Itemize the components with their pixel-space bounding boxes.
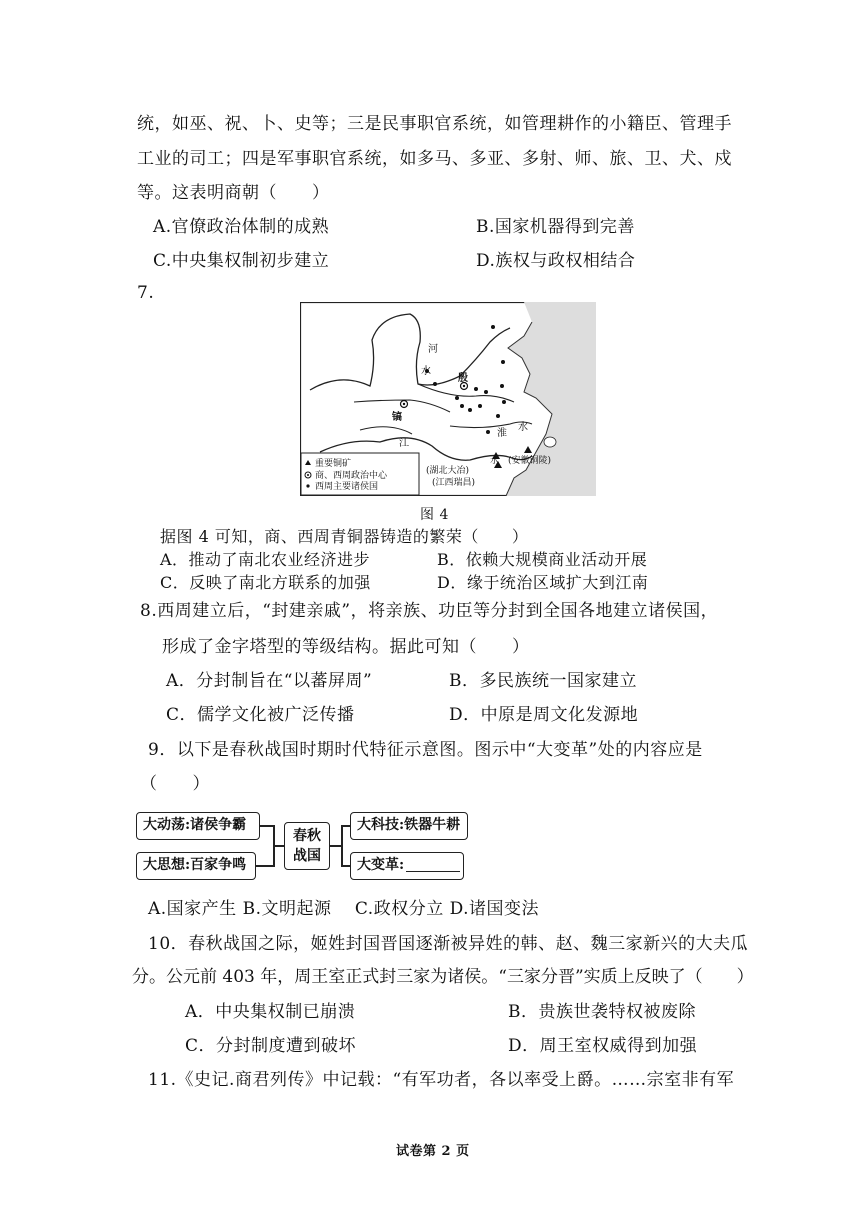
q6-option-c: C.中央集权制初步建立 (153, 251, 330, 271)
connector (260, 825, 274, 827)
q7-stem: 据图 4 可知，商、西周青铜器铸造的繁荣（ ） (160, 527, 529, 546)
q8-option-a: A．分封制旨在“以蕃屏周” (166, 671, 373, 691)
q9-line2: （ ） (140, 774, 210, 794)
reform-label: 大变革: (357, 857, 405, 873)
label-hao: 镐 (392, 412, 402, 423)
label-jiangxi-ruichang: (江西瑞昌) (432, 478, 476, 488)
diagram-box-center (284, 822, 330, 870)
q9-options: A.国家产生 B.文明起源 C.政权分立 D.诸国变法 (148, 899, 540, 919)
diagram-box-reform (350, 852, 464, 880)
page-footer: 试卷第 2 页 (396, 1144, 470, 1159)
label-shui-1: 水 (421, 366, 431, 377)
legend-state-icon (306, 484, 309, 487)
q7-number: 7. (137, 283, 155, 303)
lake-shape (544, 437, 556, 447)
q10-option-a: A．中央集权制已崩溃 (185, 1002, 356, 1022)
legend-item-center: 商、西周政治中心 (315, 471, 388, 481)
q10-option-d: D．周王室权威得到加强 (508, 1036, 698, 1056)
label-yin: 殷 (458, 373, 468, 384)
q8-line2: 形成了金字塔型的等级结构。据此可知（ ） (162, 637, 530, 657)
bronze-map-figure (300, 302, 596, 496)
label-jiang: 江 (399, 438, 409, 449)
label-anhui-tongling: (安徽铜陵) (508, 456, 552, 466)
label-shui-2: 水 (518, 422, 528, 433)
diagram-box-turmoil: 大动荡:诸侯争霸 (136, 812, 260, 840)
q6-line1: 统，如巫、祝、卜、史等；三是民事职官系统，如管理耕作的小籍臣、管理手 (137, 114, 732, 134)
legend-item-state: 西周主要诸侯国 (315, 482, 379, 492)
label-shui-3: 水 (490, 456, 500, 466)
q6-option-a: A.官僚政治体制的成熟 (153, 217, 330, 237)
reform-blank (406, 856, 460, 872)
diagram-box-thought: 大思想:百家争鸣 (136, 852, 256, 880)
center-label-chunqiu: 春秋 (293, 828, 321, 844)
q7-option-c: C．反映了南北方联系的加强 (160, 573, 371, 592)
label-huai: 淮 (497, 428, 507, 439)
q8-option-c: C．儒学文化被广泛传播 (166, 705, 355, 725)
q8-option-b: B．多民族统一国家建立 (449, 671, 637, 691)
connector (256, 865, 274, 867)
connector (341, 825, 343, 867)
q10-line1: 10．春秋战国之际，姬姓封国晋国逐渐被异姓的韩、赵、魏三家新兴的大夫瓜 (148, 934, 749, 954)
label-hubei-daye: (湖北大冶) (426, 466, 470, 476)
q11-line1: 11.《史记.商君列传》中记载：“有军功者，各以率受上爵。……宗室非有军 (148, 1070, 735, 1090)
label-he: 河 (428, 344, 438, 355)
legend-item-mine: 重要铜矿 (315, 459, 352, 469)
q7-option-b: B．依赖大规模商业活动开展 (437, 550, 648, 569)
center-label-zhanguo: 战国 (293, 848, 321, 864)
spring-autumn-diagram (136, 808, 472, 886)
q6-option-b: B.国家机器得到完善 (476, 217, 635, 237)
q10-option-c: C．分封制度遭到破坏 (185, 1036, 357, 1056)
connector (275, 845, 284, 847)
q6-line3: 等。这表明商朝（ ） (137, 183, 330, 203)
q6-line2: 工业的司工；四是军事职官系统，如多马、多亚、多射、师、旅、卫、犬、戍 (137, 149, 732, 169)
q8-option-d: D．中原是周文化发源地 (449, 705, 639, 725)
q10-option-b: B．贵族世袭特权被废除 (508, 1002, 696, 1022)
q6-option-d: D.族权与政权相结合 (476, 251, 636, 271)
q7-option-a: A．推动了南北农业经济进步 (160, 550, 371, 569)
figure-caption: 图 4 (420, 507, 449, 523)
diagram-box-technology: 大科技:铁器牛耕 (350, 812, 468, 840)
q10-line2: 分。公元前 403 年，周王室正式封三家为诸侯。“三家分晋”实质上反映了（ ） (132, 967, 754, 987)
q9-line1: 9．以下是春秋战国时期时代特征示意图。图示中“大变革”处的内容应是 (148, 740, 703, 760)
q8-line1: 8.西周建立后，“封建亲戚”，将亲族、功臣等分封到全国各地建立诸侯国， (140, 601, 719, 621)
q7-option-d: D．缘于统治区域扩大到江南 (437, 573, 649, 592)
